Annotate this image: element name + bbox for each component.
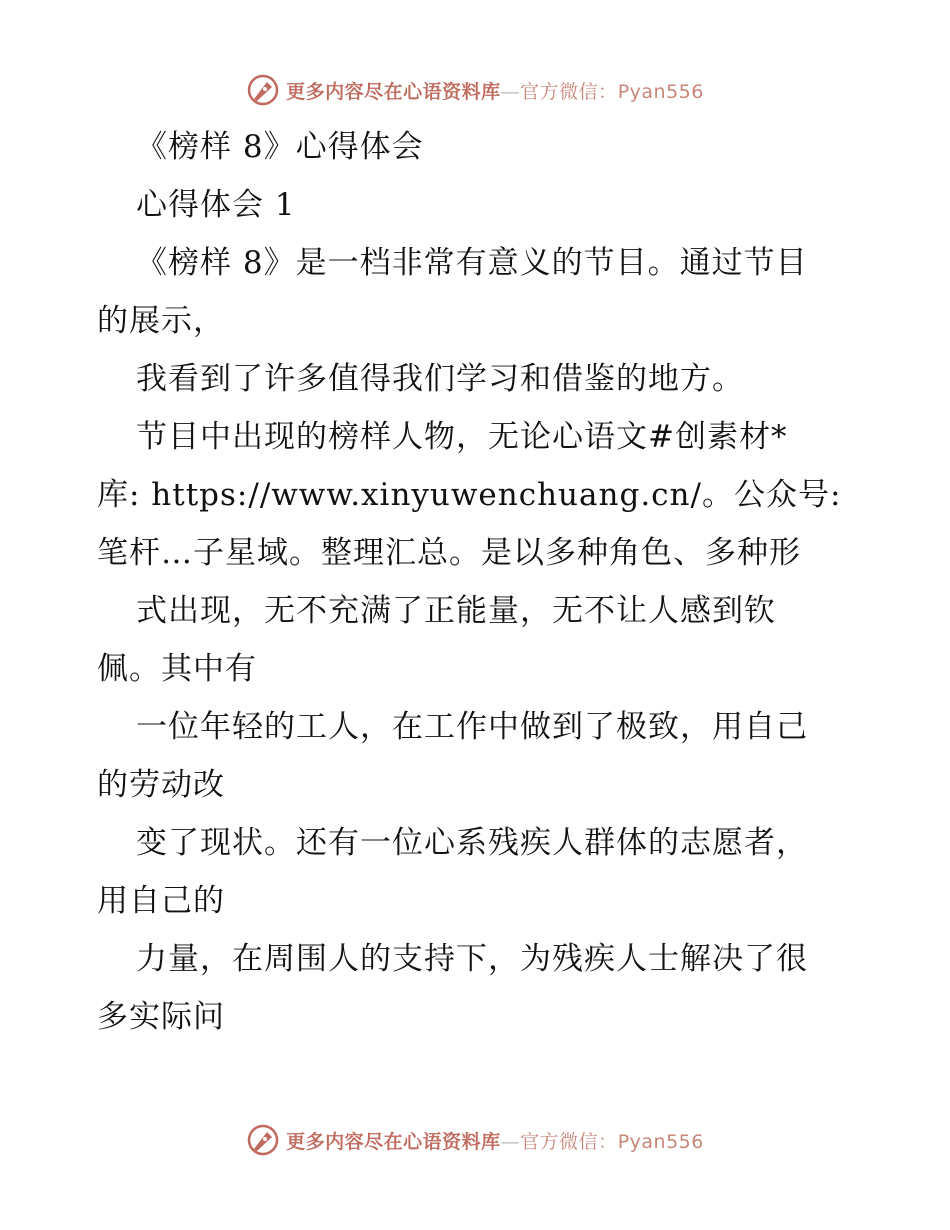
- document-body: [97, 118, 857, 1046]
- text-line: 库: https://www.xinyuwenchuang.cn/。公众号:: [97, 477, 842, 513]
- text-line: 式出现，无不充满了正能量，无不让人感到钦: [136, 593, 776, 629]
- watermark-text: 更多内容尽在心语资料库—官方微信：Pyan556: [286, 1130, 704, 1153]
- text-line: 用自己的: [97, 883, 225, 919]
- pen-nib-logo-icon: [246, 1123, 280, 1157]
- text-line: 《榜样 8》是一档非常有意义的节目。通过节目: [136, 245, 808, 281]
- document-title: 《榜样 8》心得体会: [136, 129, 424, 165]
- text-line: 多实际问: [97, 999, 225, 1035]
- text-line: 变了现状。还有一位心系残疾人群体的志愿者，: [136, 825, 808, 861]
- text-line: 一位年轻的工人，在工作中做到了极致，用自己: [136, 709, 808, 745]
- pen-nib-logo-icon: [246, 73, 280, 107]
- watermark-text: 更多内容尽在心语资料库—官方微信：Pyan556: [286, 80, 704, 103]
- text-line: 佩。其中有: [97, 651, 257, 687]
- text-line: 笔杆…子星域。整理汇总。是以多种角色、多种形: [97, 535, 801, 571]
- footer-watermark: [0, 1120, 950, 1160]
- text-line: 的展示，: [97, 303, 225, 339]
- text-line: 力量，在周围人的支持下，为残疾人士解决了很: [136, 941, 808, 977]
- text-line: 我看到了许多值得我们学习和借鉴的地方。: [136, 361, 744, 397]
- section-heading: 心得体会 1: [136, 187, 296, 223]
- text-line: 节目中出现的榜样人物，无论心语文#创素材*: [136, 419, 788, 455]
- header-watermark: [0, 70, 950, 110]
- text-line: 的劳动改: [97, 767, 225, 803]
